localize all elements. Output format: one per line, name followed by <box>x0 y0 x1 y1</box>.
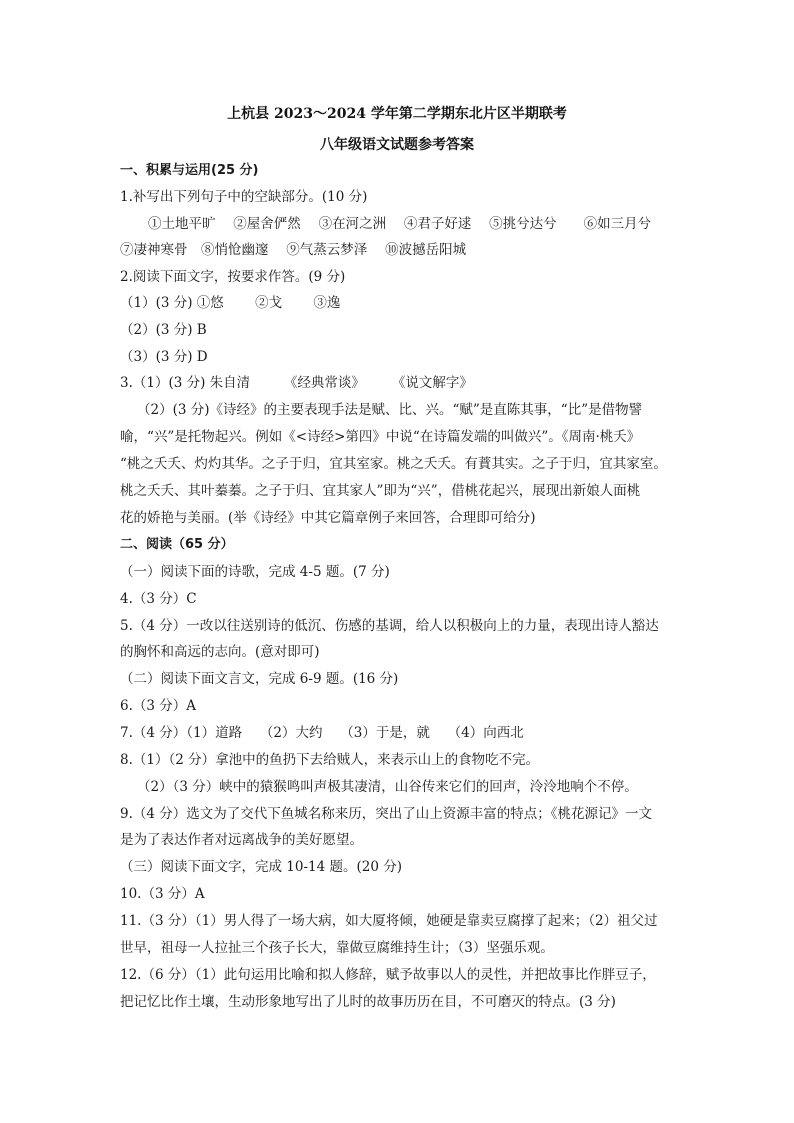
answer-line: 11.（3 分）（1）男人得了一场大病，如大厦将倾，她硬是靠卖豆腐撑了起来；（2）祖父过 <box>120 913 658 929</box>
answer-line: （2）(3 分)《诗经》的主要表现手法是赋、比、兴。“赋”是直陈其事，“比”是借物譬 <box>137 402 643 418</box>
answer-line: “桃之夭夭、灼灼其华。之子于归，宜其室家。桃之夭夭。有蕡其实。之子于归，宜其家室。 <box>120 456 667 472</box>
answer-line: （2）(3 分) B <box>120 322 207 338</box>
answer-line: ⑦凄神寒骨 ⑧悄怆幽邃 ⑨气蒸云梦泽 ⑩波撼岳阳城 <box>120 242 467 258</box>
answer-line: 10.（3 分）A <box>120 886 205 902</box>
answer-line: 喻，“兴”是托物起兴。例如《<诗经>第四》中说“在诗篇发端的叫做兴”。《周南·桃夭》 <box>120 429 641 445</box>
answer-line: 6.（3 分）A <box>120 698 197 714</box>
answer-line: 7.（4 分）（1）道路 （2）大约 （3）于是，就 （4）向西北 <box>120 725 524 741</box>
answer-line: 桃之夭夭、其叶蓁蓁。之子于归、宜其家人”即为“兴”，借桃花起兴，展现出新娘人面桃 <box>120 483 641 499</box>
answer-line: 是为了表达作者对远离战争的美好愿望。 <box>120 832 363 848</box>
section-heading: 一、积累与运用(25 分) <box>120 163 259 178</box>
answer-line: 的胸怀和高远的志向。(意对即可) <box>120 644 320 660</box>
answer-line: 12.（6 分）（1）此句运用比喻和拟人修辞，赋予故事以人的灵性，并把故事比作胖豆子， <box>120 967 656 983</box>
answer-line: 世早，祖母一人拉扯三个孩子长大，靠做豆腐维持生计；（3）坚强乐观。 <box>120 940 554 956</box>
answer-line: 3.（1）(3 分) 朱自清 《经典常谈》 《说文解字》 <box>120 375 473 391</box>
question-line: 1.补写出下列句子中的空缺部分。(10 分) <box>120 189 368 205</box>
question-line: 2.阅读下面文字，按要求作答。(9 分) <box>120 269 346 285</box>
answer-line: ①土地平旷 ②屋舍俨然 ③在河之洲 ④君子好逑 ⑤挑兮达兮 ⑥如三月兮 <box>148 216 652 232</box>
answer-line: 花的娇艳与美丽。(举《诗经》中其它篇章例子来回答，合理即可给分) <box>120 510 536 526</box>
answer-line: （2）（3 分）峡中的猿猴鸣叫声极其凄清，山谷传来它们的回声，泠泠地响个不停。 <box>137 779 638 795</box>
answer-line: 把记忆比作土壤，生动形象地写出了儿时的故事历历在目，不可磨灭的特点。(3 分) <box>120 994 616 1010</box>
page-subtitle: 八年级语文试题参考答案 <box>320 137 474 153</box>
question-line: （三）阅读下面文字，完成 10-14 题。(20 分) <box>120 859 403 875</box>
answer-line: 4.（3 分）C <box>120 591 197 607</box>
question-line: （二）阅读下面文言文，完成 6-9 题。(16 分) <box>120 671 399 687</box>
answer-line: （1）(3 分) ①悠 ②戈 ③逸 <box>120 295 341 311</box>
answer-line: 9.（4 分）选文为了交代下鱼城名称来历，突出了山上资源丰富的特点；《桃花源记》一文 <box>120 806 653 822</box>
section-heading: 二、阅读（65 分） <box>120 537 234 552</box>
page-title: 上杭县 2023～2024 学年第二学期东北片区半期联考 <box>227 106 567 122</box>
question-line: （一）阅读下面的诗歌，完成 4-5 题。(7 分) <box>120 564 390 580</box>
answer-line: 8.（1）（2 分）拿池中的鱼扔下去给贼人，来表示山上的食物吃不完。 <box>120 752 540 768</box>
answer-line: 5.（4 分）一改以往送别诗的低沉、伤感的基调，给人以积极向上的力量，表现出诗人豁达 <box>120 618 659 634</box>
answer-line: （3）(3 分) D <box>120 349 208 365</box>
